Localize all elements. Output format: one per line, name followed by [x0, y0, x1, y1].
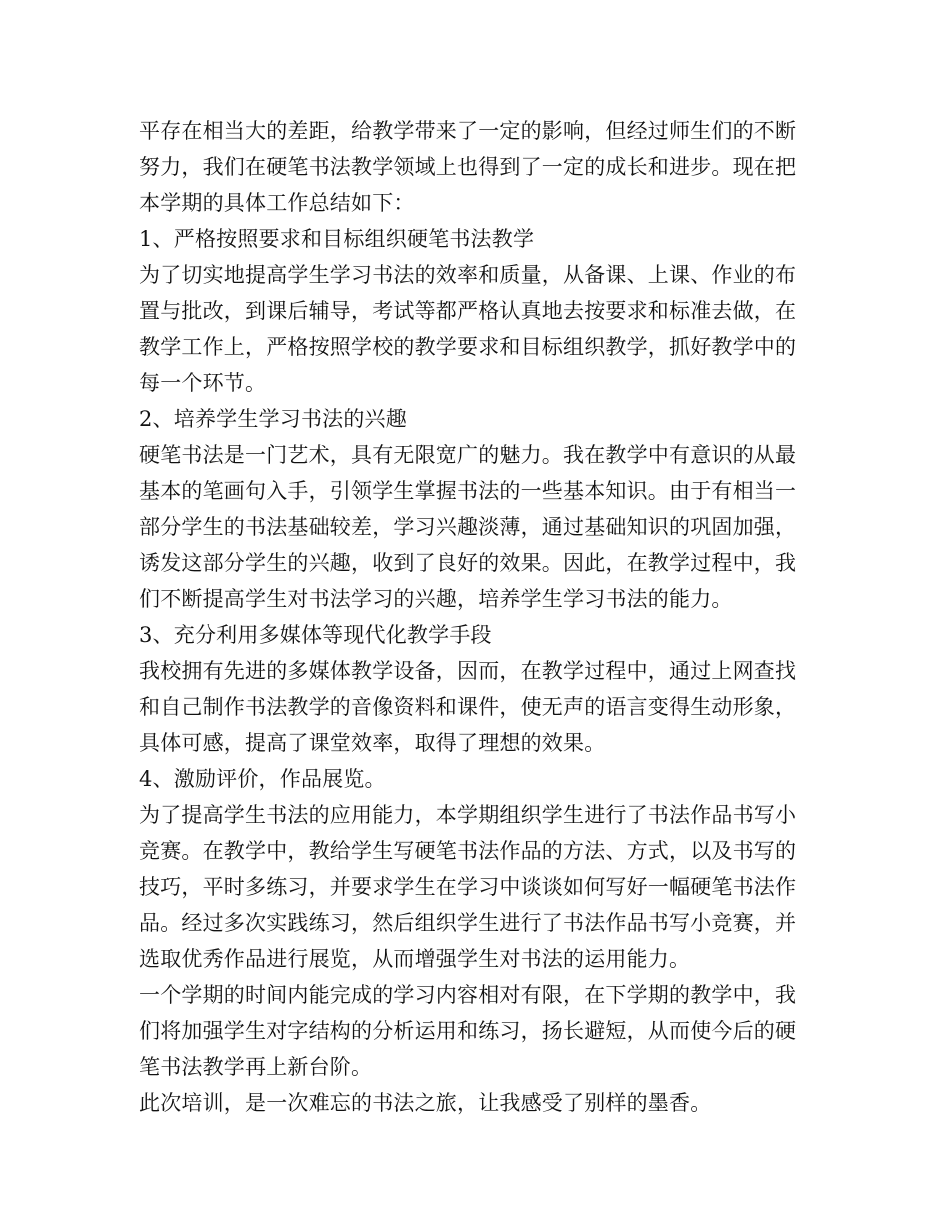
text-line: 部分学生的书法基础较差，学习兴趣淡薄，通过基础知识的巩固加强，	[139, 515, 797, 539]
text-line: 一个学期的时间内能完成的学习内容相对有限，在下学期的教学中，我	[139, 983, 797, 1007]
text-line: 硬笔书法是一门艺术，具有无限宽广的魅力。我在教学中有意识的从最	[139, 443, 797, 467]
text-line: 本学期的具体工作总结如下：	[139, 191, 415, 215]
text-line: 品。经过多次实践练习，然后组织学生进行了书法作品书写小竞赛，并	[139, 911, 797, 935]
text-line: 选取优秀作品进行展览，从而增强学生对书法的运用能力。	[139, 947, 691, 971]
text-line: 们不断提高学生对书法学习的兴趣，培养学生学习书法的能力。	[139, 587, 733, 611]
text-line: 此次培训，是一次难忘的书法之旅，让我感受了别样的墨香。	[139, 1091, 712, 1115]
text-line: 和自己制作书法教学的音像资料和课件，使无声的语言变得生动形象，	[139, 695, 797, 719]
text-line: 我校拥有先进的多媒体教学设备，因而，在教学过程中，通过上网查找	[139, 659, 797, 683]
text-line: 竞赛。在教学中，教给学生写硬笔书法作品的方法、方式，以及书写的	[139, 839, 797, 863]
document-body	[139, 113, 815, 1121]
section-heading: 4、激励评价，作品展览。	[139, 767, 386, 791]
text-line: 努力，我们在硬笔书法教学领域上也得到了一定的成长和进步。现在把	[139, 155, 797, 179]
text-line: 技巧，平时多练习，并要求学生在学习中谈谈如何写好一幅硬笔书法作	[139, 875, 797, 899]
section-heading: 2、培养学生学习书法的兴趣	[139, 407, 407, 431]
text-line: 基本的笔画句入手，引领学生掌握书法的一些基本知识。由于有相当一	[139, 479, 797, 503]
text-line: 诱发这部分学生的兴趣，收到了良好的效果。因此，在教学过程中，我	[139, 551, 797, 575]
section-heading: 3、充分利用多媒体等现代化教学手段	[139, 623, 492, 647]
text-line: 平存在相当大的差距，给教学带来了一定的影响，但经过师生们的不断	[139, 119, 797, 143]
text-line: 具体可感，提高了课堂效率，取得了理想的效果。	[139, 731, 606, 755]
text-line: 笔书法教学再上新台阶。	[139, 1055, 373, 1079]
text-line: 教学工作上，严格按照学校的教学要求和目标组织教学，抓好教学中的	[139, 335, 797, 359]
text-line: 每一个环节。	[139, 371, 267, 395]
text-line: 为了提高学生书法的应用能力，本学期组织学生进行了书法作品书写小	[139, 803, 797, 827]
text-line: 们将加强学生对字结构的分析运用和练习，扬长避短，从而使今后的硬	[139, 1019, 797, 1043]
text-line: 为了切实地提高学生学习书法的效率和质量，从备课、上课、作业的布	[139, 263, 797, 287]
text-line: 置与批改，到课后辅导，考试等都严格认真地去按要求和标准去做，在	[139, 299, 797, 323]
section-heading: 1、严格按照要求和目标组织硬笔书法教学	[139, 227, 535, 251]
